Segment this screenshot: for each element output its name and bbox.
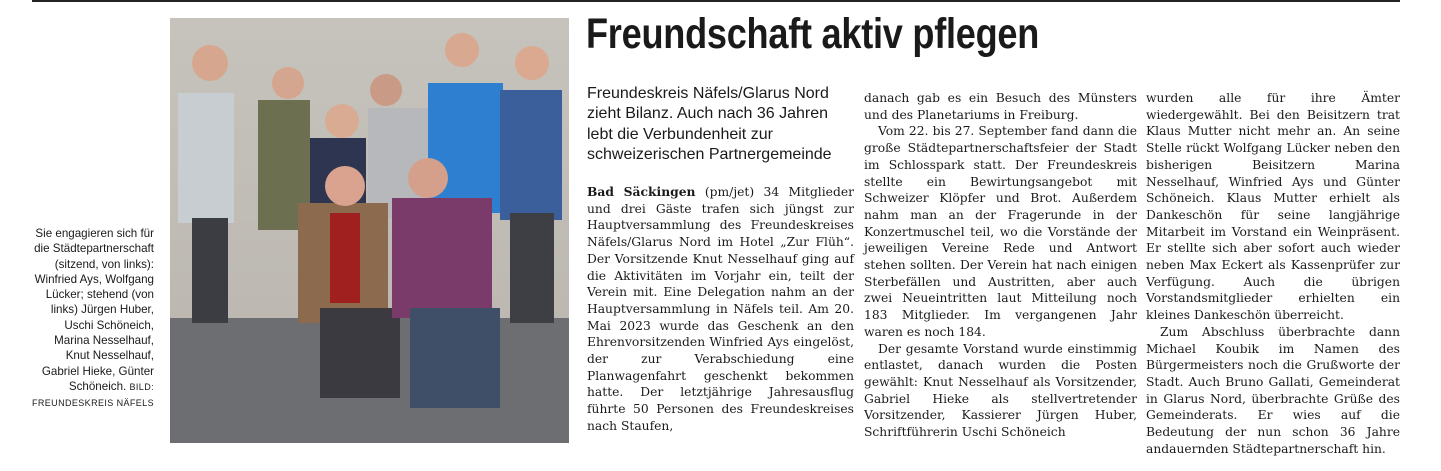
photo-credit: BILD: FREUNDESKREIS NÄFELS	[31, 381, 154, 409]
caption-text: Sie engagieren sich für die Städtepartnerschaft (sitzend, von links): Winfried Ays, Wolfgang Lücker; stehend (von links) Jürgen Huber, Uschi Schöneich, Marina Nesselhauf, Knut Nesselhauf, Gabriel Hieke, Günter Schöneich.	[34, 227, 154, 393]
article-column-1: Bad Säckingen (pm/jet) 34 Mitglieder und drei Gäste trafen sich jüngst zur Hauptversammlung des Freundeskreises Näfels/Glarus Nord im Hotel „Zur Flüh“. Der Vorsitzende Knut Nesselhauf ging auf die Aktivitäten im Vorjahr ein, teilt der Verein mit. Eine Delegation nahm an der Hauptversammlung in Näfels teil. Am 20. Mai 2023 wurde das Geschenk an den Ehrenvorsitzenden Winfried Ays eingelöst, der zur Verabschiedung eine Planwagenfahrt geschenkt bekommen hatte. Der letztjährige Jahresausflug führte 50 Personen des Freundeskreises nach Staufen,	[587, 184, 854, 433]
group-photo	[170, 18, 569, 443]
top-rule	[32, 0, 1400, 2]
photo-caption	[30, 226, 154, 412]
dateline: Bad Säckingen	[587, 184, 696, 199]
headline: Freundschaft aktiv pflegen	[586, 10, 1040, 58]
article-column-2: danach gab es ein Besuch des Münsters und des Planetariums in Freiburg. Vom 22. bis 27. September fand dann die große Städtepartnerschaftsfeier der Stadt im Schlosspark statt. Der Freundeskreis stellte ein Bewirtungsangebot mit Schweizer Klöpfer und Brot. Außerdem nahm man an der Fragerunde in der Konzertmuschel teil, wo die Vorstände der jeweiligen Vereine Rede und Antwort stehen sollten. Der Verein hat nach einigen Sterbefällen und Austritten, aber auch zwei Neueintritten laut Mitteilung noch 183 Mitglieder. Im vergangenen Jahr waren es noch 184. Der gesamte Vorstand wurde einstimmig entlastet, danach wurden die Posten gewählt: Knut Nesselhauf als Vorsitzender, Gabriel Hieke als stellvertretender Vorsitzender, Kassierer Jürgen Huber, Schriftführerin Uschi Schöneich	[864, 91, 1137, 440]
group-photo-image	[170, 18, 569, 443]
byline: (pm/jet)	[704, 185, 755, 199]
article-column-3: wurden alle für ihre Ämter wiedergewählt. Bei den Beisitzern trat Klaus Mutter nicht mehr an. An seine Stelle rückt Wolfgang Lücker neben den bisherigen Beisitzern Marina Nesselhauf, Winfried Ays und Günter Schöneich. Klaus Mutter erhielt als Dankeschön für seine langjährige Mitarbeit im Vorstand ein Weinpräsent. Er stellte sich aber sofort auch wieder neben Max Eckert als Kassenprüfer zur Verfügung. Auch die übrigen Vorstandsmitglieder erhielten ein kleines Dankeschön überreicht. Zum Abschluss überbrachte dann Michael Koubik im Namen des Bürgermeisters noch die Grußworte der Stadt. Auch Bruno Gallati, Gemeinderat in Glarus Nord, überbrachte Grüße des Gemeinderats. Er wies auf die Bedeutung der nun schon 36 Jahre andauernden Städtepartnerschaft hin.	[1146, 91, 1400, 456]
lead-text: Freundeskreis Näfels/Glarus Nord zieht Bilanz. Auch nach 36 Jahren lebt die Verbundenheit zur schweizerischen Partnergemeinde	[587, 85, 832, 163]
